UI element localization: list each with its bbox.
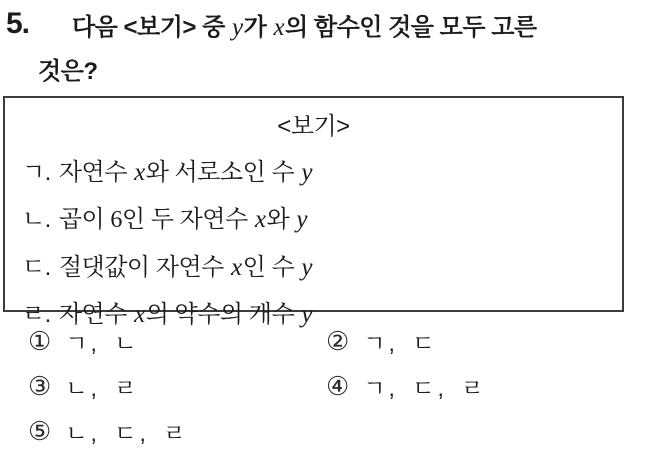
item-text: 와 — [266, 206, 296, 233]
math-var-y: y — [301, 254, 312, 281]
item-text: 자연수 — [58, 159, 134, 186]
choice-list — [0, 319, 652, 454]
choice-1[interactable] — [28, 319, 326, 364]
item-text: 의 약수의 개수 — [145, 301, 301, 328]
choice-label: ㄴ, ㄷ, ㄹ — [65, 420, 189, 446]
item-marker: ㄷ. — [22, 254, 51, 281]
stem-text: 의 함수인 것을 모두 고른 — [285, 14, 537, 41]
bogi-item-d — [22, 244, 622, 291]
choice-label: ㄱ, ㄴ — [65, 330, 140, 356]
bogi-item-g — [22, 149, 622, 196]
item-marker: ㄱ. — [22, 159, 51, 186]
item-text: 절댓값이 자연수 — [58, 254, 230, 281]
bogi-box — [3, 96, 624, 328]
circled-2-icon: ② — [326, 326, 350, 356]
question-stem-line2: 것은? — [38, 58, 98, 85]
choice-2[interactable] — [326, 319, 652, 364]
question-header — [0, 6, 652, 94]
item-text: 곱이 — [58, 206, 111, 233]
stem-text: 다음 <보기> 중 — [72, 14, 231, 41]
choice-3[interactable] — [28, 364, 326, 409]
question-number: 5. — [6, 7, 30, 40]
choice-label: ㄱ, ㄷ — [363, 330, 438, 356]
bogi-item-n — [22, 196, 622, 244]
math-var-x: x — [134, 301, 145, 328]
math-var-x: x — [134, 159, 145, 186]
bogi-item-list — [5, 149, 622, 338]
math-var-x: x — [254, 206, 266, 233]
math-var-y: y — [296, 206, 307, 233]
choice-label: ㄴ, ㄹ — [65, 375, 140, 401]
math-var-y: y — [301, 159, 312, 186]
circled-3-icon: ③ — [28, 371, 52, 401]
math-var-x: x — [230, 254, 242, 281]
choice-5[interactable] — [28, 409, 326, 454]
choice-4[interactable] — [326, 364, 652, 409]
item-text: 와 서로소인 수 — [145, 159, 301, 186]
circled-4-icon: ④ — [326, 371, 350, 401]
item-marker: ㄹ. — [22, 301, 51, 328]
math-var-y: y — [231, 14, 243, 41]
math-var-y: y — [301, 301, 312, 328]
choice-label: ㄱ, ㄷ, ㄹ — [363, 375, 487, 401]
question-stem — [38, 6, 648, 94]
item-text: 인 수 — [242, 254, 301, 281]
stem-text: 가 — [243, 14, 273, 41]
math-num-6: 6 — [110, 207, 122, 233]
item-text: 자연수 — [58, 301, 134, 328]
circled-5-icon: ⑤ — [28, 416, 52, 446]
bogi-box-title: <보기> — [277, 113, 350, 140]
question-stem-line1 — [38, 6, 648, 50]
math-var-x: x — [273, 14, 285, 41]
item-text: 인 두 자연수 — [121, 206, 254, 233]
circled-1-icon: ① — [28, 326, 52, 356]
item-marker: ㄴ. — [22, 206, 51, 233]
